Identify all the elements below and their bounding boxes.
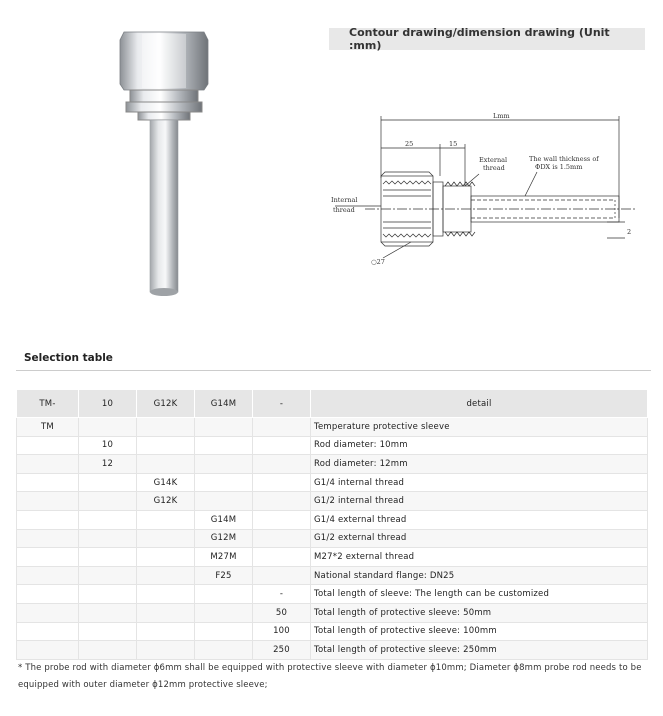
code-cell: [79, 510, 137, 529]
code-cell: [17, 492, 79, 511]
detail-cell: Rod diameter: 10mm: [311, 436, 648, 455]
sleeve-rod: [150, 120, 178, 296]
code-cell: [17, 603, 79, 622]
table-row: [17, 492, 648, 511]
code-cell: [195, 603, 253, 622]
detail-cell: National standard flange: DN25: [311, 566, 648, 585]
code-cell: [137, 455, 195, 474]
code-cell: [17, 622, 79, 641]
code-cell: [79, 603, 137, 622]
code-cell: F25: [195, 566, 253, 585]
header-cell: G12K: [137, 390, 195, 418]
header-cell: TM-: [17, 390, 79, 418]
header-cell-detail: detail: [311, 390, 648, 418]
header-cell: 10: [79, 390, 137, 418]
table-row: [17, 529, 648, 548]
dimension-drawing: [325, 106, 647, 268]
code-cell: [137, 436, 195, 455]
code-cell: [17, 529, 79, 548]
label-dim-15: 15: [449, 140, 458, 148]
code-cell: [253, 473, 311, 492]
code-cell: [253, 492, 311, 511]
code-cell: [79, 548, 137, 567]
dimension-drawing-header: Contour drawing/dimension drawing (Unit :mm): [329, 28, 645, 50]
code-cell: [253, 436, 311, 455]
code-cell: [195, 473, 253, 492]
table-row: [17, 566, 648, 585]
label-length: Lmm: [493, 112, 510, 120]
label-dim-25: 25: [405, 140, 414, 148]
selection-table-title: Selection table: [24, 352, 113, 364]
detail-cell: Temperature protective sleeve: [311, 418, 648, 437]
code-cell: [79, 529, 137, 548]
code-cell: [137, 529, 195, 548]
selection-table: [16, 389, 648, 660]
detail-cell: G1/2 internal thread: [311, 492, 648, 511]
section-divider: [16, 370, 651, 371]
table-row: [17, 548, 648, 567]
detail-cell: M27*2 external thread: [311, 548, 648, 567]
code-cell: G12K: [137, 492, 195, 511]
code-cell: [17, 566, 79, 585]
code-cell: [253, 418, 311, 437]
code-cell: [17, 436, 79, 455]
code-cell: [79, 473, 137, 492]
code-cell: [137, 510, 195, 529]
table-row: [17, 455, 648, 474]
table-row: [17, 473, 648, 492]
code-cell: 50: [253, 603, 311, 622]
code-cell: [253, 455, 311, 474]
label-wall-thickness-1: The wall thickness of: [529, 155, 599, 163]
code-cell: [137, 585, 195, 604]
label-external-thread-1: External: [479, 156, 508, 164]
detail-cell: Total length of protective sleeve: 250mm: [311, 641, 648, 660]
code-cell: [195, 436, 253, 455]
table-row: [17, 622, 648, 641]
code-cell: [195, 455, 253, 474]
code-cell: TM: [17, 418, 79, 437]
code-cell: G14K: [137, 473, 195, 492]
code-cell: [17, 641, 79, 660]
code-cell: [79, 566, 137, 585]
code-cell: -: [253, 585, 311, 604]
code-cell: [253, 510, 311, 529]
table-row: [17, 641, 648, 660]
thread-collar: [126, 90, 202, 120]
code-cell: [195, 622, 253, 641]
code-cell: [79, 492, 137, 511]
detail-cell: Rod diameter: 12mm: [311, 455, 648, 474]
code-cell: 250: [253, 641, 311, 660]
product-image: [112, 28, 216, 300]
header-cell: -: [253, 390, 311, 418]
code-cell: [137, 622, 195, 641]
code-cell: G12M: [195, 529, 253, 548]
code-cell: [253, 566, 311, 585]
code-cell: [17, 473, 79, 492]
detail-cell: G1/2 external thread: [311, 529, 648, 548]
footnote: * The probe rod with diameter ϕ6mm shall be equipped with protective sleeve with diameter ϕ10mm; Diameter ϕ8mm probe rod needs to be equipped with outer diameter ϕ12mm protective sleeve;: [18, 663, 642, 690]
code-cell: [17, 548, 79, 567]
code-cell: [17, 585, 79, 604]
code-cell: M27M: [195, 548, 253, 567]
code-cell: [137, 548, 195, 567]
code-cell: [137, 566, 195, 585]
code-cell: [137, 603, 195, 622]
code-cell: [79, 622, 137, 641]
label-dim-2: 2: [627, 228, 632, 236]
code-cell: 12: [79, 455, 137, 474]
label-external-thread-2: thread: [483, 164, 505, 172]
header-cell: G14M: [195, 390, 253, 418]
code-cell: [195, 585, 253, 604]
code-cell: [79, 641, 137, 660]
code-cell: [137, 418, 195, 437]
label-wall-thickness-2: ΦDX is 1.5mm: [535, 163, 583, 171]
detail-cell: Total length of protective sleeve: 50mm: [311, 603, 648, 622]
label-hex-size: ○27: [371, 258, 385, 266]
table-header-row: [17, 390, 648, 418]
code-cell: [253, 529, 311, 548]
code-cell: [79, 585, 137, 604]
code-cell: [79, 418, 137, 437]
code-cell: [195, 418, 253, 437]
table-row: [17, 603, 648, 622]
detail-cell: Total length of sleeve: The length can be customized: [311, 585, 648, 604]
table-row: [17, 436, 648, 455]
code-cell: [137, 641, 195, 660]
code-cell: [195, 492, 253, 511]
hex-nut: [120, 32, 208, 90]
detail-cell: Total length of protective sleeve: 100mm: [311, 622, 648, 641]
code-cell: [17, 510, 79, 529]
code-cell: G14M: [195, 510, 253, 529]
table-row: [17, 585, 648, 604]
code-cell: [253, 548, 311, 567]
table-row: [17, 418, 648, 437]
table-row: [17, 510, 648, 529]
detail-cell: G1/4 internal thread: [311, 473, 648, 492]
label-internal-thread-1: Internal: [331, 196, 358, 204]
code-cell: 100: [253, 622, 311, 641]
detail-cell: G1/4 external thread: [311, 510, 648, 529]
code-cell: 10: [79, 436, 137, 455]
code-cell: [195, 641, 253, 660]
label-internal-thread-2: thread: [333, 206, 355, 214]
code-cell: [17, 455, 79, 474]
